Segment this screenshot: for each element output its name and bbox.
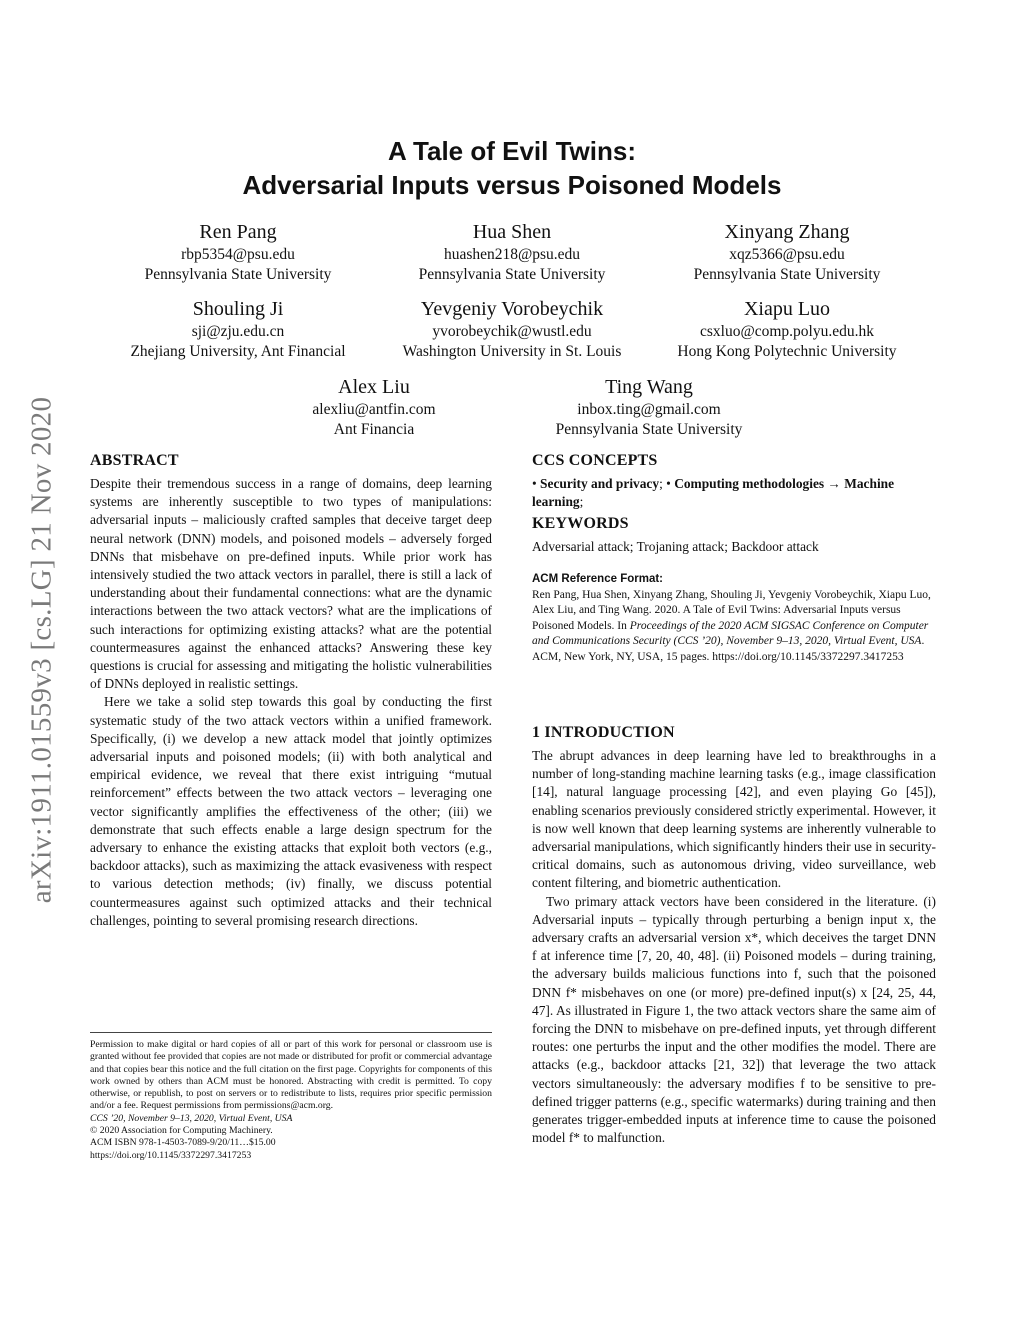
author-name: Ren Pang [199,221,277,243]
author-affiliation: Hong Kong Polytechnic University [677,343,897,360]
reference-label: ACM Reference Format: [532,573,663,585]
permission-text: Permission to make digital or hard copies of all or part of this work for personal or classroom use is granted without fee provided that copies are not made or distributed for profit or commercial advantage and that copies bear this notice and the full citation on the first page. Copyrights for components of this work owned by others than ACM must be honored. Abstracting with credit is permitted. To copy otherwise, or republish, to post on servers or to redistribute to lists, requires prior specific permission and/or a fee. Request permissions from permissions@acm.org. [90,1039,492,1112]
abstract-heading: ABSTRACT [90,452,179,469]
conference-line: CCS ’20, November 9–13, 2020, Virtual Event, USA [90,1112,293,1124]
reference-venue: Proceedings of the 2020 ACM SIGSAC Conference on Computer and Communications Security (CCS ’20), November 9–13, 2020, Virtual Event, USA [532,619,929,648]
introduction-paragraph: Two primary attack vectors have been considered in the literature. (i) Adversarial inputs – typically through perturbing a benign input x, the adversary crafts an adversarial version x*, which deceives the target DNN f at inference time [7, 20, 40, 48]. (ii) Poisoned models – during training, the adversary builds malicious functions into f, such that the poisoned DNN f* misbehaves on one (or more) pre-defined input(s) x [24, 25, 44, 47]. As illustrated in Figure 1, the two attack vectors share the same aim of forcing the DNN to misbehave on pre-defined inputs, yet through different routes: one perturbs the input and the other modifies the model. There are attacks (e.g., backdoor attacks [21, 32]) that leverage the two attack vectors simultaneously: the adversary modifies f to be sensitive to pre-defined trigger patterns (e.g., specific watermarks) during training and then generates trigger-embedded inputs at inference time to cause the poisoned model f* to malfunction. [532,893,936,1146]
author-email: alexliu@antfin.com [312,401,436,418]
ccs-heading: CCS CONCEPTS [532,452,658,469]
abstract-paragraph: Here we take a solid step towards this goal by conducting the first systematic study of the two attack vectors within a unified framework. Specifically, (i) we develop a new attack model that jointly optimizes adversarial inputs and poisoned models; (ii) with both analytical and empirical evidence, we reveal that there exist intriguing “mutual reinforcement” effects between the two attack vectors – leveraging one vector significantly amplifies the effectiveness of the other; (iii) we demonstrate that such effects enable a large design spectrum for the adversary to enhance the existing attacks that exploit both vectors (e.g., backdoor attacks), such as maximizing the attack evasiveness with respect to various detection methods; (iv) finally, we discuss potential countermeasures against such optimized attacks and their technical challenges, pointing to several promising research directions. [90,694,492,928]
author-block [78,296,398,362]
arxiv-sidebar-stamp [22,340,62,960]
acm-reference-format [532,572,936,666]
paper-title [0,134,1024,202]
author-block [352,219,672,285]
author-block [489,374,809,440]
author-email: inbox.ting@gmail.com [577,401,721,418]
author-name: Xinyang Zhang [724,221,850,243]
introduction-heading: 1 INTRODUCTION [532,724,675,741]
reference-tail: . ACM, New York, NY, USA, 15 pages. https://doi.org/10.1145/3372297.3417253 [532,635,925,663]
author-name: Shouling Ji [192,298,284,320]
author-affiliation: Pennsylvania State University [555,421,743,438]
title-line-2: Adversarial Inputs versus Poisoned Models [242,170,782,200]
author-email: csxluo@comp.polyu.edu.hk [700,323,874,340]
author-affiliation: Washington University in St. Louis [402,343,622,360]
author-name: Alex Liu [338,376,410,398]
author-name: Hua Shen [472,221,552,243]
keywords-section [532,513,936,556]
author-email: xqz5366@psu.edu [729,246,845,263]
abstract-section [90,450,492,930]
ccs-item: Security and privacy [540,476,660,491]
author-email: sji@zju.edu.cn [191,323,285,340]
copyright-line: © 2020 Association for Computing Machinery. [90,1125,273,1137]
ccs-concepts-section [532,450,936,511]
author-affiliation: Ant Financia [333,421,415,438]
author-affiliation: Pennsylvania State University [144,266,332,283]
doi-line: https://doi.org/10.1145/3372297.3417253 [90,1149,252,1161]
isbn-line: ACM ISBN 978-1-4503-7089-9/20/11…$15.00 [90,1137,276,1149]
author-block [214,374,534,440]
ccs-text: • Security and privacy; • Computing methodologies → Machine learning; [532,476,895,510]
author-affiliation: Pennsylvania State University [693,266,881,283]
ccs-item: Computing methodologies [674,476,825,491]
keywords-heading: KEYWORDS [532,515,629,532]
author-affiliation: Zhejiang University, Ant Financial [130,343,346,360]
author-block [627,296,947,362]
author-block [627,219,947,285]
author-name: Ting Wang [605,376,693,398]
reference-authors: Ren Pang, Hua Shen, Xinyang Zhang, Shouling Ji, Yevgeniy Vorobeychik, Xiapu Luo, Alex Liu, and Ting Wang. 2020. A Tale of Evil Twins: Adversarial Inputs versus Poisoned Models. In [532,588,931,632]
ccs-item: Machine learning [532,476,895,510]
permission-footnote [90,1032,492,1162]
introduction-section [532,722,936,1147]
author-email: rbp5354@psu.edu [181,246,295,263]
footnote-rule [90,1032,492,1033]
author-block [352,296,672,362]
abstract-paragraph: Despite their tremendous success in a range of domains, deep learning systems are inherently susceptible to two types of manipulations: adversarial inputs – maliciously crafted samples that deceive target deep neural network (DNN) models, and poisoned models – adversely forged DNNs that misbehave on pre-defined inputs. While prior work has intensively studied the two attack vectors in parallel, there is still a lack of understanding about their fundamental connections: what are the dynamic interactions between the two attack vectors? what are the implications of such interactions for optimizing existing attacks? what are the potential countermeasures against the enhanced attacks? Answering these key questions is crucial for assessing and mitigating the holistic vulnerabilities of DNNs deployed in realistic settings. [90,476,492,692]
arxiv-id: arXiv:1911.01559v3 [cs.LG] 21 Nov 2020 [25,396,58,904]
author-name: Xiapu Luo [743,298,831,320]
reference-text [532,588,936,666]
ccs-arrow: → [827,476,841,491]
author-affiliation: Pennsylvania State University [418,266,606,283]
introduction-paragraph: The abrupt advances in deep learning have led to breakthroughs in a number of long-standing machine learning tasks (e.g., image classification [14], natural language processing [42], and even playing Go [45]), enabling scenarios previously considered strictly experimental. However, it is now well known that deep learning systems are inherently vulnerable to adversarial manipulations, which significantly hinders their use in security-critical domains, such as autonomous driving, video surveillance, web content filtering, and biometric authentication. [532,748,936,891]
author-email: huashen218@psu.edu [443,246,581,263]
keywords-text: Adversarial attack; Trojaning attack; Backdoor attack [532,539,819,554]
author-name: Yevgeniy Vorobeychik [420,298,604,320]
author-email: yvorobeychik@wustl.edu [432,323,592,340]
title-line-1: A Tale of Evil Twins: [388,136,636,166]
author-block [78,219,398,285]
